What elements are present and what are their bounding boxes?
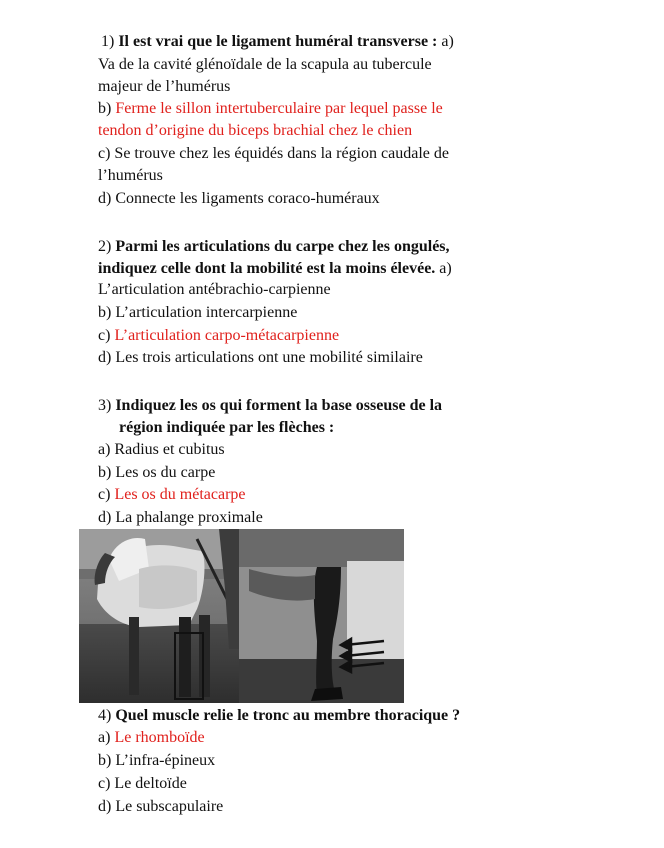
question-4-option-c: c) Le deltoïde bbox=[98, 775, 187, 792]
question-3-option-c bbox=[98, 484, 246, 506]
question-1-option-b-line-2: tendon d’origine du biceps brachial chez le chien bbox=[98, 122, 413, 139]
question-4-correct-answer: Le rhomboïde bbox=[114, 729, 205, 746]
question-2-correct-answer: L’articulation carpo-métacarpienne bbox=[114, 327, 340, 344]
question-2-option-d: d) Les trois articulations ont une mobilité similaire bbox=[98, 349, 423, 366]
question-1-option-a-line-2: majeur de l’humérus bbox=[98, 78, 231, 95]
question-2-number: 2) bbox=[98, 238, 116, 255]
horse-limb-illustration bbox=[79, 529, 404, 703]
question-4-text: Quel muscle relie le tronc au membre thoracique ? bbox=[115, 707, 461, 724]
question-4-option-b: b) L’infra-épineux bbox=[98, 752, 216, 769]
question-3-text-line-2: région indiquée par les flèches : bbox=[119, 419, 335, 436]
question-1-title bbox=[101, 31, 454, 53]
horse-limb-photo bbox=[79, 529, 404, 703]
question-4-option-a-letter: a) bbox=[98, 729, 115, 746]
question-3-text-line-1: Indiquez les os qui forment la base osseuse de la bbox=[115, 397, 443, 414]
question-1-number: 1) bbox=[101, 33, 119, 50]
question-2-title bbox=[98, 236, 450, 258]
question-2-option-b: b) L’articulation intercarpienne bbox=[98, 304, 298, 321]
question-4-option-a bbox=[98, 727, 205, 749]
question-3-option-c-letter: c) bbox=[98, 486, 115, 503]
question-4-option-d: d) Le subscapulaire bbox=[98, 798, 224, 815]
question-4-title bbox=[98, 705, 460, 727]
question-3-number: 3) bbox=[98, 397, 116, 414]
question-2-text-line-2: indiquez celle dont la mobilité est la moins élevée. bbox=[98, 260, 436, 277]
question-1-option-b-line-1 bbox=[98, 98, 443, 120]
question-4-number: 4) bbox=[98, 707, 116, 724]
question-1-option-d: d) Connecte les ligaments coraco-huméraux bbox=[98, 190, 380, 207]
question-2-option-c-letter: c) bbox=[98, 327, 115, 344]
question-2-option-a-letter: a) bbox=[435, 260, 452, 277]
question-3-title bbox=[98, 395, 442, 417]
question-2-text-line-1: Parmi les articulations du carpe chez les ongulés, bbox=[115, 238, 450, 255]
question-1-correct-answer: Ferme le sillon intertuberculaire par lequel passe le bbox=[115, 100, 443, 117]
question-1-option-a-letter: a) bbox=[437, 33, 454, 50]
question-2-option-a: L’articulation antébrachio-carpienne bbox=[98, 281, 331, 298]
question-2-option-c bbox=[98, 325, 339, 347]
question-1-option-c-line-1: c) Se trouve chez les équidés dans la région caudale de bbox=[98, 145, 449, 162]
question-3-option-b: b) Les os du carpe bbox=[98, 464, 216, 481]
question-1-option-a-line-1: Va de la cavité glénoïdale de la scapula au tubercule bbox=[98, 56, 432, 73]
question-1-option-b-letter: b) bbox=[98, 100, 116, 117]
question-3-correct-answer: Les os du métacarpe bbox=[114, 486, 246, 503]
question-3-option-d: d) La phalange proximale bbox=[98, 509, 263, 526]
question-2-title-line-2 bbox=[98, 258, 452, 280]
question-1-text: Il est vrai que le ligament huméral transverse : bbox=[118, 33, 438, 50]
question-3-option-a: a) Radius et cubitus bbox=[98, 441, 225, 458]
question-1-option-c-line-2: l’humérus bbox=[98, 167, 163, 184]
